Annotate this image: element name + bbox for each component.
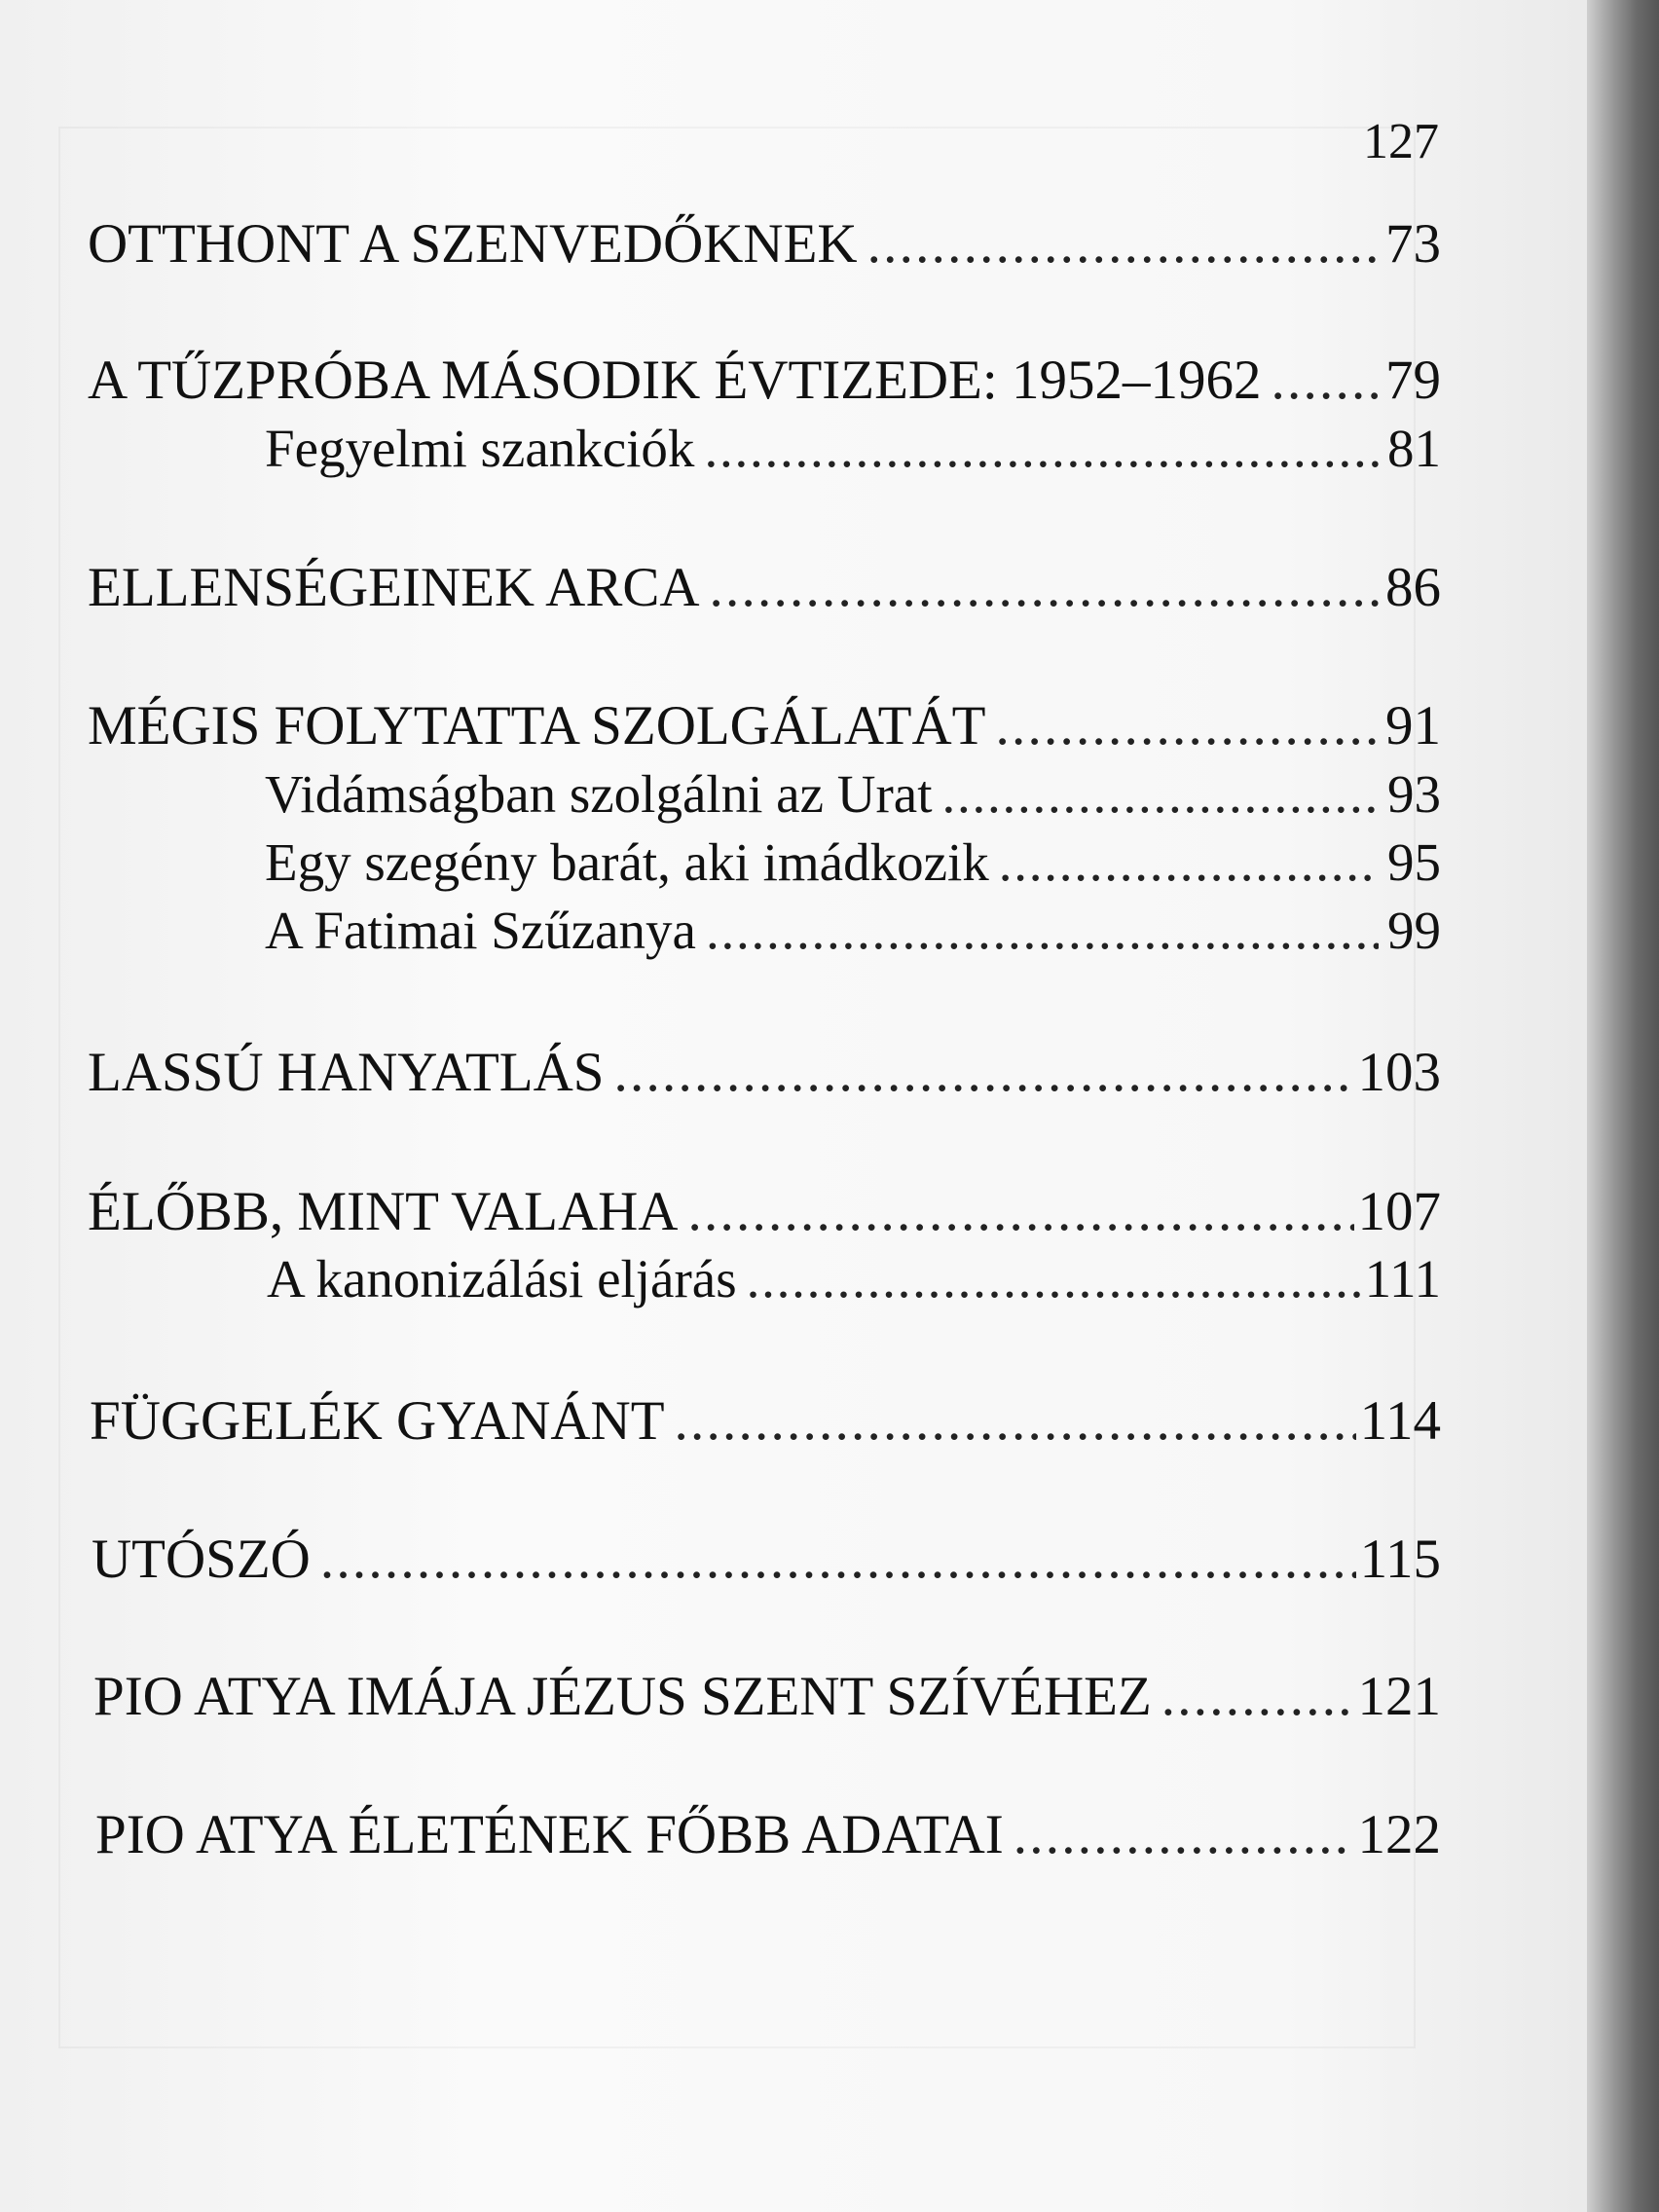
toc-entry [88, 557, 1441, 618]
toc-entry-title: PIO ATYA IMÁJA JÉZUS SZENT SZÍVÉHEZ [93, 1666, 1152, 1727]
toc-entry-page: 91 [1385, 695, 1441, 756]
toc-subentry [265, 419, 1441, 478]
toc-entry-page: 93 [1387, 764, 1441, 824]
toc-entry-title: Egy szegény barát, aki imádkozik [265, 832, 989, 892]
toc-entry-title: FÜGGELÉK GYANÁNT [90, 1390, 665, 1452]
toc-leader-dots [710, 560, 1379, 615]
toc-entry-title: OTTHONT A SZENVEDŐKNEK [88, 213, 858, 275]
toc-subentry [265, 901, 1441, 960]
toc-entry-page: 95 [1387, 832, 1441, 892]
toc-entry [95, 1804, 1441, 1865]
toc-leader-dots [613, 1045, 1353, 1100]
toc-leader-dots [320, 1531, 1356, 1587]
toc-entry-page: 121 [1357, 1666, 1441, 1727]
toc-leader-dots [1161, 1669, 1354, 1724]
toc-entry-title: A kanonizálási eljárás [267, 1249, 737, 1309]
toc-subentry [265, 832, 1441, 892]
toc-entry-title: ÉLŐBB, MINT VALAHA [88, 1181, 679, 1242]
toc-leader-dots [704, 422, 1379, 475]
toc-leader-dots [675, 1393, 1356, 1449]
toc-entry-title: PIO ATYA ÉLETÉNEK FŐBB ADATAI [95, 1804, 1004, 1865]
toc-leader-dots [687, 1184, 1353, 1239]
toc-leader-dots [942, 767, 1380, 821]
toc-entry [88, 1042, 1441, 1103]
toc-entry-title: LASSÚ HANYATLÁS [88, 1042, 605, 1103]
toc-entry-title: A Fatimai Szűzanya [265, 901, 696, 960]
toc-leader-dots [867, 216, 1379, 272]
toc-entry-title: UTÓSZÓ [92, 1529, 311, 1590]
toc-entry [88, 695, 1441, 756]
toc-leader-dots [1271, 352, 1379, 408]
toc-entry-page: 122 [1357, 1804, 1441, 1865]
toc-entry-page: 81 [1387, 419, 1441, 478]
toc-entry-page: 79 [1385, 350, 1441, 411]
page-number: 127 [1363, 114, 1439, 169]
toc-entry [88, 213, 1441, 275]
toc-entry [88, 1181, 1441, 1242]
toc-leader-dots [706, 903, 1379, 957]
toc-subentry [267, 1249, 1441, 1309]
page-edge-shadow [1587, 0, 1659, 2212]
toc-entry-page: 99 [1387, 901, 1441, 960]
toc-entry-title: MÉGIS FOLYTATTA SZOLGÁLATÁT [88, 695, 986, 756]
toc-subentry [265, 764, 1441, 824]
toc-entry [92, 1529, 1441, 1590]
toc-entry-title: Fegyelmi szankciók [265, 419, 695, 478]
toc-entry [88, 350, 1441, 411]
toc-entry-title: ELLENSÉGEINEK ARCA [88, 557, 700, 618]
toc-entry-page: 73 [1385, 213, 1441, 275]
toc-entry-title: Vidámságban szolgálni az Urat [265, 764, 933, 824]
toc-leader-dots [995, 698, 1379, 754]
toc-entry-page: 114 [1359, 1390, 1441, 1452]
toc-entry-page: 103 [1357, 1042, 1441, 1103]
toc-entry [90, 1390, 1441, 1452]
toc-entry-title: A TŰZPRÓBA MÁSODIK ÉVTIZEDE: 1952–1962 [88, 350, 1262, 411]
toc-entry-page: 86 [1385, 557, 1441, 618]
toc-leader-dots [747, 1252, 1361, 1306]
toc-entry-page: 107 [1357, 1181, 1441, 1242]
toc-entry-page: 111 [1364, 1249, 1441, 1309]
toc-entry [93, 1666, 1441, 1727]
toc-entry-page: 115 [1359, 1529, 1441, 1590]
toc-leader-dots [999, 835, 1379, 889]
toc-leader-dots [1014, 1807, 1354, 1862]
